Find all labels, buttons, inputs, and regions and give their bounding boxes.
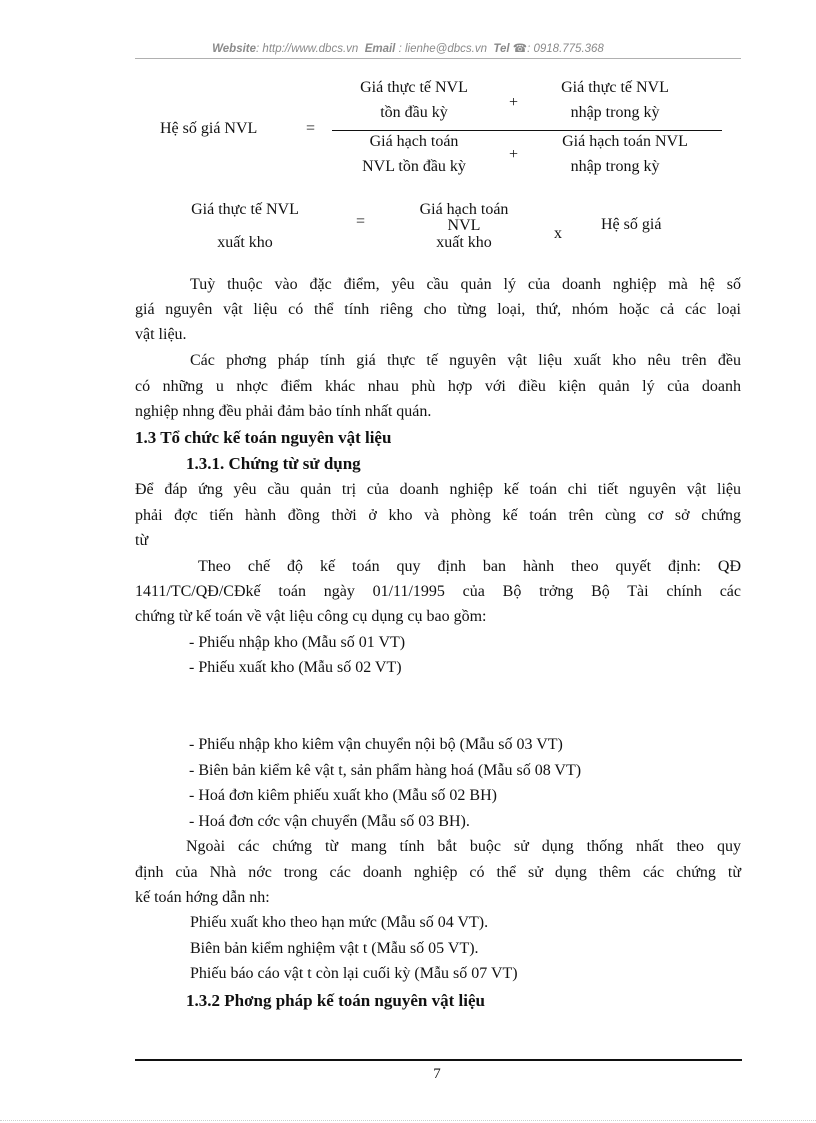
formula2-equals: = <box>356 213 366 230</box>
paragraph-5-line-1: Ngoài các chứng từ mang tính bắt buộc sử dụng thống nhất theo quy <box>186 838 741 855</box>
paragraph-3-line-1: Để đáp ứng yêu cầu quản trị của doanh nghiệp kế toán chi tiết nguyên vật liệu <box>135 481 741 498</box>
list-item: - Hoá đơn kiêm phiếu xuất kho (Mẫu số 02 BH) <box>189 787 497 804</box>
formula1-num-a-1: Giá thực tế NVL <box>360 79 468 96</box>
formula1-num-b-1: Giá thực tế NVL <box>561 79 669 96</box>
heading-1-3-1 <box>186 454 361 474</box>
list-item: Biên bản kiểm nghiệm vật t (Mẫu số 05 VT). <box>190 940 479 957</box>
website-value: : http://www.dbcs.vn <box>256 43 359 55</box>
formula1-lhs: Hệ số giá NVL <box>160 120 258 137</box>
paragraph-4-line-3: chứng từ kế toán về vật liệu công cụ dụng cụ bao gồm: <box>135 608 487 625</box>
list-item: Phiếu báo cáo vật t còn lại cuối kỳ (Mẫu số 07 VT) <box>190 965 518 982</box>
page-edge-divider <box>0 1120 816 1121</box>
formula2-lhs-1: Giá thực tế NVL <box>191 201 299 218</box>
formula2-mid-2: NVL <box>447 217 481 234</box>
formula1-num-b-2: nhập trong kỳ <box>570 104 660 121</box>
list-item: - Phiếu nhập kho kiêm vận chuyển nội bộ (Mẫu số 03 VT) <box>189 736 563 753</box>
paragraph-4-line-1: Theo chế độ kế toán quy định ban hành theo quyết định: QĐ <box>198 558 741 575</box>
heading-1-3 <box>135 428 391 448</box>
formula1-den-a-2: NVL tồn đầu kỳ <box>362 158 466 175</box>
paragraph-1-line-3: vật liệu. <box>135 326 187 343</box>
list-item: - Hoá đơn cớc vận chuyển (Mẫu số 03 BH). <box>189 813 470 830</box>
page-header <box>0 41 816 55</box>
paragraph-5-line-2: định của Nhà nớc trong các doanh nghiệp có thể sử dụng thêm các chứng từ <box>135 864 741 881</box>
formula2-mid-3: xuất kho <box>436 234 492 251</box>
formula1-den-b-2: nhập trong kỳ <box>570 158 660 175</box>
formula2-rhs: Hệ số giá <box>601 216 662 233</box>
header-rule <box>135 58 741 59</box>
formula1-den-plus: + <box>509 146 519 163</box>
paragraph-2-line-1: Các phơng pháp tính giá thực tế nguyên vật liệu xuất kho nêu trên đều <box>190 352 741 369</box>
footer-rule <box>135 1059 742 1061</box>
paragraph-5-line-3: kế toán hớng dẫn nh: <box>135 889 270 906</box>
phone-icon: ☎ <box>512 43 528 55</box>
heading-1-3-1-number: 1.3.1. <box>186 454 225 473</box>
email-label: Email <box>364 43 396 55</box>
list-item: - Phiếu nhập kho (Mẫu số 01 VT) <box>189 634 406 651</box>
formula2-lhs-2: xuất kho <box>217 234 273 251</box>
heading-1-3-2-text: Phơng pháp kế toán nguyên vật liệu <box>224 991 485 1010</box>
heading-1-3-number: 1.3 <box>135 428 157 447</box>
page-number: 7 <box>433 1066 441 1082</box>
list-item: - Phiếu xuất kho (Mẫu số 02 VT) <box>189 659 402 676</box>
formula2-times: x <box>554 225 562 242</box>
formula1-fraction-line <box>332 130 722 131</box>
paragraph-3-line-3: từ <box>135 532 149 549</box>
formula1-den-b-1: Giá hạch toán NVL <box>562 133 688 150</box>
paragraph-1-line-1: Tuỳ thuộc vào đặc điểm, yêu cầu quản lý của doanh nghiệp mà hệ số <box>190 276 741 293</box>
heading-1-3-1-text: Chứng từ sử dụng <box>228 454 361 473</box>
paragraph-2-line-2: có những u nhợc điểm khác nhau phù hợp với điều kiện quản lý của doanh <box>135 378 741 395</box>
paragraph-3-line-2: phải đợc tiến hành đồng thời ở kho và phòng kế toán trên cùng cơ sở chứng <box>135 507 741 524</box>
formula1-num-plus: + <box>509 94 519 111</box>
paragraph-1-line-2: giá nguyên vật liệu có thể tính riêng cho từng loại, thứ, nhóm hoặc cả các loại <box>135 301 741 318</box>
tel-value: : 0918.775.368 <box>527 43 604 55</box>
formula1-equals: = <box>306 120 316 137</box>
list-item: Phiếu xuất kho theo hạn mức (Mẫu số 04 VT). <box>190 914 489 931</box>
tel-label: Tel <box>493 43 510 55</box>
website-label: Website <box>212 43 257 55</box>
formula1-num-a-2: tồn đầu kỳ <box>380 104 448 121</box>
list-item: - Biên bản kiểm kê vật t, sản phẩm hàng hoá (Mẫu số 08 VT) <box>189 762 582 779</box>
heading-1-3-text: Tổ chức kế toán nguyên vật liệu <box>160 428 392 447</box>
formula1-den-a-1: Giá hạch toán <box>369 133 459 150</box>
heading-1-3-2-number: 1.3.2 <box>186 991 220 1010</box>
paragraph-4-line-2: 1411/TC/QĐ/CĐkế toán ngày 01/11/1995 của Bộ trởng Bộ Tài chính các <box>135 583 741 600</box>
email-value: : lienhe@dbcs.vn <box>398 43 487 55</box>
paragraph-2-line-3: nghiệp nhng đều phải đảm bảo tính nhất quán. <box>135 403 432 420</box>
heading-1-3-2 <box>186 991 485 1011</box>
formula2-mid-1: Giá hạch toán <box>419 201 509 218</box>
